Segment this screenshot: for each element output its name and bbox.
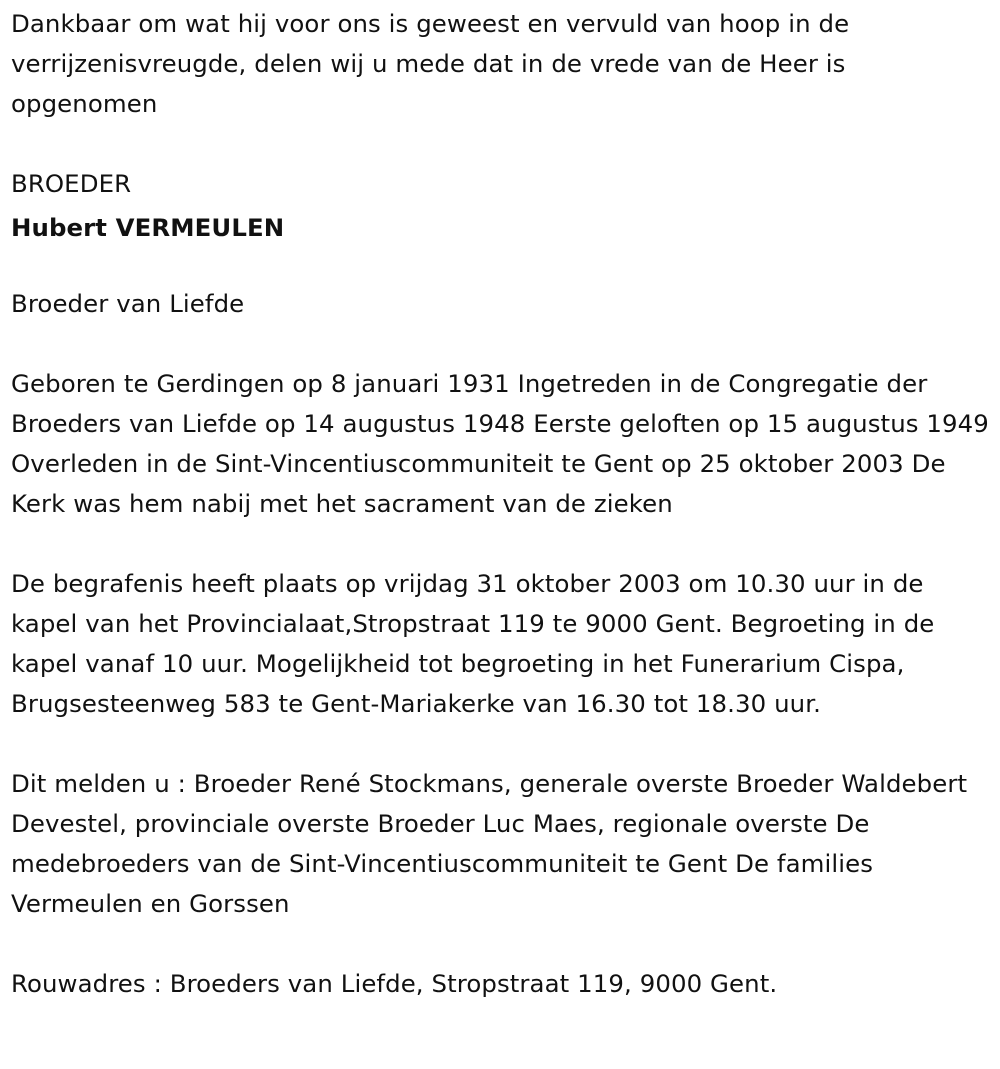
biography-paragraph: Geboren te Gerdingen op 8 januari 1931 Ingetreden in de Congregatie der Broeders van Liefde op 14 augustus 1948 Eerste geloften op 15 augustus 1949 Overleden in de Sint-Vincentiuscommuniteit te Gent op 25 oktober 2003 De Kerk was hem nabij met het sacrament van de zieken [11,369,989,518]
deceased-name: Hubert VERMEULEN [11,213,285,242]
announcers-paragraph: Dit melden u : Broeder René Stockmans, generale overste Broeder Waldebert Devestel, provinciale overste Broeder Luc Maes, regionale overste De medebroeders van de Sint-Vincentiuscommuniteit te Gent De families Vermeulen en Gorssen [11,769,968,918]
religious-order: Broeder van Liefde [11,289,245,318]
funeral-details-paragraph: De begrafenis heeft plaats op vrijdag 31 oktober 2003 om 10.30 uur in de kapel van het Provincialaat,Stropstraat 119 te 9000 Gent. Begroeting in de kapel vanaf 10 uur. Mogelijkheid tot begroeting in het Funerarium Cispa, Brugsesteenweg 583 te Gent-Mariakerke van 16.30 tot 18.30 uur. [11,569,935,718]
deceased-title: BROEDER [11,169,132,198]
mourning-address: Rouwadres : Broeders van Liefde, Stropstraat 119, 9000 Gent. [11,969,778,998]
intro-paragraph: Dankbaar om wat hij voor ons is geweest en vervuld van hoop in de verrijzenisvreugde, delen wij u mede dat in de vrede van de Heer is opgenomen [11,9,850,118]
